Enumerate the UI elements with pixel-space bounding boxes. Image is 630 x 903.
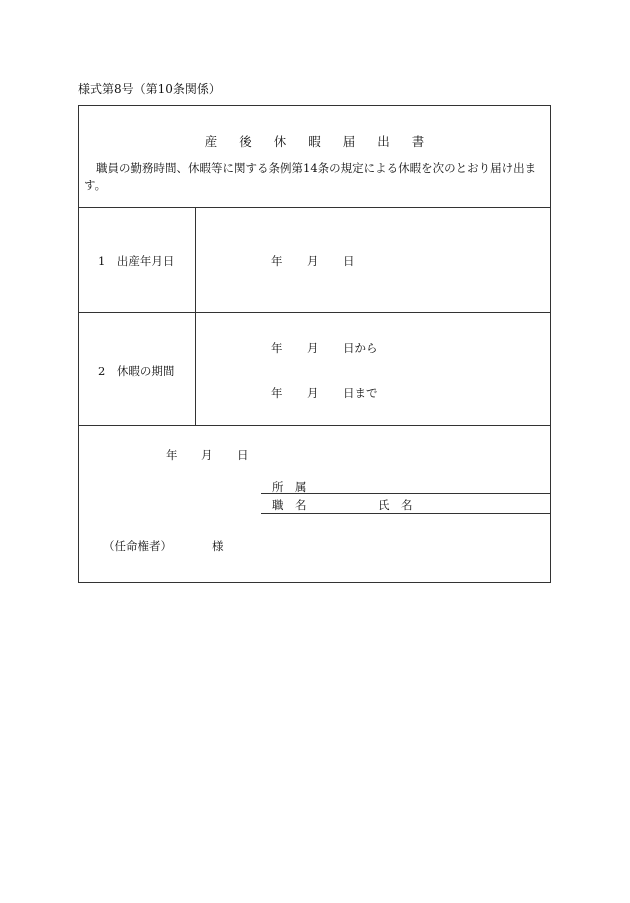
row-label-leave-period: 2 休暇の期間 xyxy=(98,364,175,378)
leave-to-year: 年 xyxy=(271,386,283,400)
submit-date-day: 日 xyxy=(237,448,249,462)
divider-row1 xyxy=(78,312,551,313)
leave-to-month: 月 xyxy=(307,386,319,400)
birth-date-year: 年 xyxy=(271,254,283,268)
position-label: 職 名 xyxy=(272,498,307,512)
intro-text: 職員の勤務時間、休暇等に関する条例第14条の規定による休暇を次のとおり届け出ます。 xyxy=(84,161,537,192)
name-underline xyxy=(261,513,551,514)
row-label-birth-date: 1 出産年月日 xyxy=(98,254,175,268)
divider-row2 xyxy=(78,425,551,426)
column-divider xyxy=(195,207,196,425)
divider-header xyxy=(78,207,551,208)
leave-from-month: 月 xyxy=(307,341,319,355)
form-number-label: 様式第8号（第10条関係） xyxy=(78,82,221,96)
leave-to-day: 日まで xyxy=(343,386,378,400)
submit-date-year: 年 xyxy=(166,448,178,462)
name-label: 氏 名 xyxy=(378,498,413,512)
document-title: 産後休暇届出書 xyxy=(204,134,447,149)
birth-date-day: 日 xyxy=(343,254,355,268)
affiliation-label: 所 属 xyxy=(272,480,307,494)
submit-date-month: 月 xyxy=(201,448,213,462)
leave-from-year: 年 xyxy=(271,341,283,355)
appointer-label: （任命権者） xyxy=(103,539,172,553)
honorific-label: 様 xyxy=(212,539,224,553)
leave-from-day: 日から xyxy=(343,341,378,355)
birth-date-month: 月 xyxy=(307,254,319,268)
